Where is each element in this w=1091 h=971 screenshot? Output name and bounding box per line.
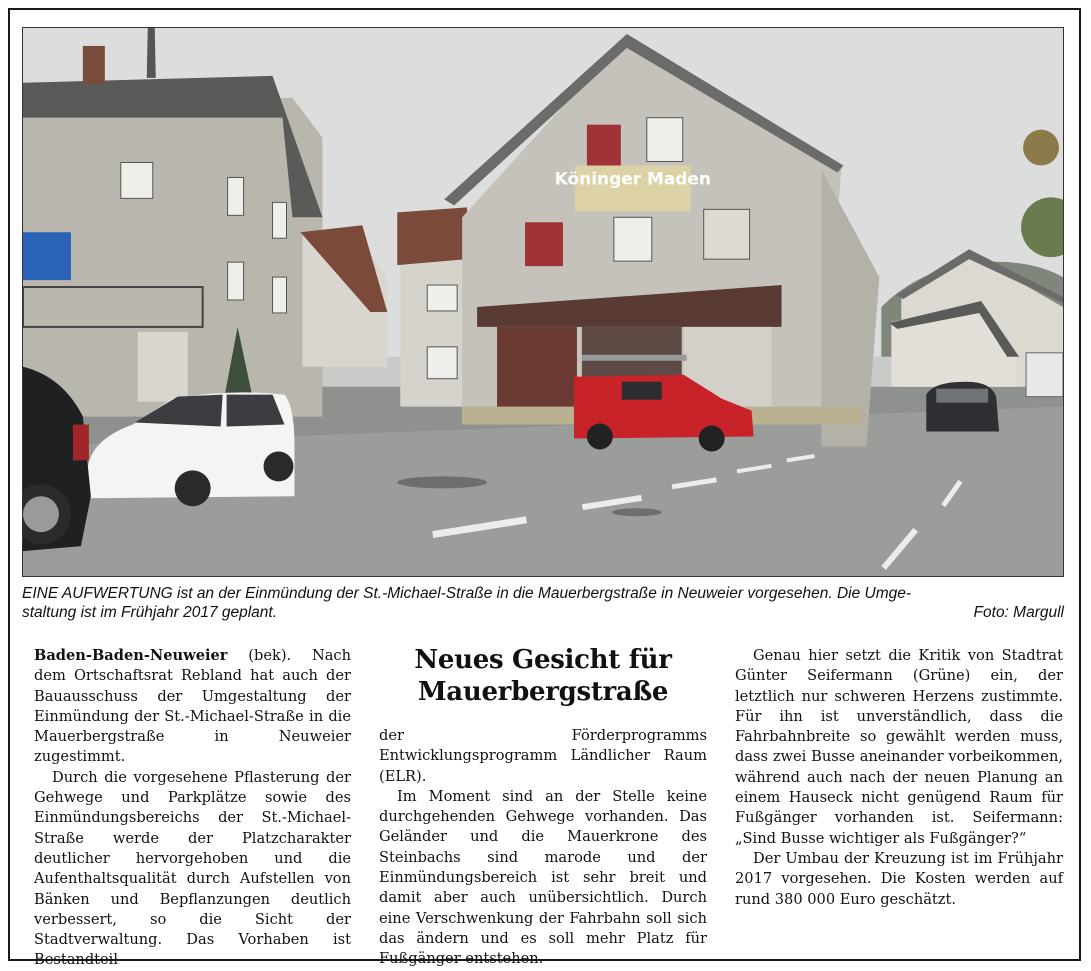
article-headline: Neues Gesicht für Mauerbergstraße <box>414 645 672 707</box>
paragraph: der Förderprogramms Entwicklungsprogramm Ländlicher Raum (ELR). <box>379 727 707 785</box>
paragraph <box>34 646 351 768</box>
paragraph: Der Umbau der Kreuzung ist im Frühjahr 2017 vorgesehen. Die Kosten werden auf rund 380 000 Euro geschätzt. <box>735 849 1063 908</box>
dateline: Baden-Baden-Neuweier <box>34 647 228 664</box>
paragraph: Genau hier setzt die Kritik von Stadtrat Günter Seifermann (Grüne) ein, der letztlich nur schweren Herzens zustimmte. Für ihn ist unverständlich, dass die Fahrbahnbreite so gewählt werden muss, dass zwei Busse aneinander vorbeikommen, während auch nach der neuen Planung an einem Hauseck nicht genügend Raum für Fußgänger vorhanden ist. Seifermann: „Sind Busse wichtiger als Fußgänger?“ <box>735 647 1063 847</box>
paragraph: Im Moment sind an der Stelle keine durchgehenden Gehwege vorhanden. Das Geländer und die Mauerkrone des Steinbachs sind marode und der Einmündungsbereich ist sehr breit und damit aber auch unübersichtlich. Durch eine Verschwenkung der Fahrbahn soll sich das ändern und es soll mehr Platz für Fußgänger entstehen. <box>379 787 707 968</box>
paragraph-text: (bek). Nach dem Ortschaftsrat Rebland hat auch der Bauausschuss der Umgestaltung der Einmündung der St.-Michael-Straße in die Mauerbergstraße in Neuweier zugestimmt. <box>34 647 351 766</box>
caption-line-2: staltung ist im Frühjahr 2017 geplant. <box>22 604 278 621</box>
photo-caption <box>22 584 1064 622</box>
caption-line-1: EINE AUFWERTUNG ist an der Einmündung der St.-Michael-Straße in die Mauerbergstraße in Neuweier vorgesehen. Die Umge- <box>22 585 912 602</box>
paragraph: Durch die vorgesehene Pflasterung der Gehwege und Parkplätze sowie des Einmündungsbereichs der St.-Michael-Straße werde der Platzcharakter deutlicher hervorgehoben und die Aufenthaltsqualität durch Aufstellen von Bänken und Bepflanzungen deutlich verbessert, so die Sicht der Stadtverwaltung. Das Vorhaben ist Bestandteil <box>34 768 351 969</box>
article-column-1 <box>34 646 351 971</box>
street-scene-illustration <box>23 28 1063 576</box>
photo-credit: Foto: Margull <box>973 604 1064 621</box>
article-photo <box>22 27 1064 577</box>
article-column-2 <box>379 726 707 970</box>
building-sign: Köninger Maden <box>554 168 711 189</box>
article-column-3 <box>735 646 1063 910</box>
